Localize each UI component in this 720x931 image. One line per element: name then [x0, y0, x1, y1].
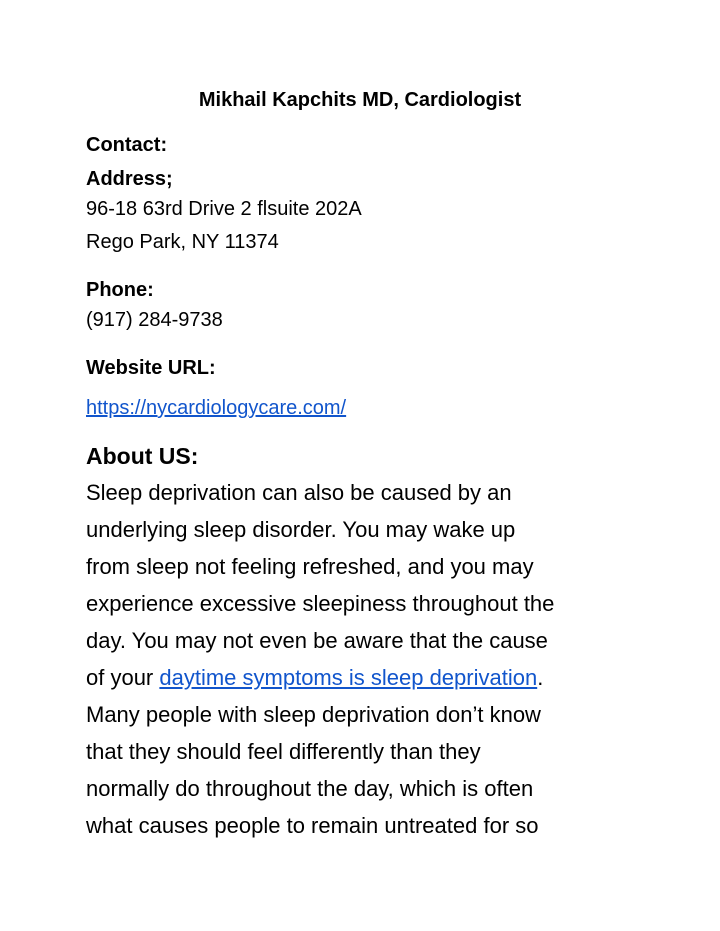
about-line: what causes people to remain untreated for so: [86, 813, 539, 838]
about-line-with-link: [86, 659, 646, 696]
address-line-2: Rego Park, NY 11374: [86, 231, 279, 253]
contact-label: Contact:: [86, 134, 168, 156]
about-line-prefix: of your: [86, 665, 160, 690]
website-label: Website URL:: [86, 357, 216, 379]
page-title: Mikhail Kapchits MD, Cardiologist: [198, 89, 522, 111]
about-heading: About US:: [86, 443, 199, 469]
about-line: Sleep deprivation can also be caused by an: [86, 480, 512, 505]
website-link[interactable]: https://nycardiologycare.com/: [86, 397, 347, 419]
address-label: Address;: [86, 168, 173, 190]
website-section: [86, 354, 646, 425]
about-line: normally do throughout the day, which is often: [86, 776, 534, 801]
about-body: [86, 474, 646, 844]
phone-label: Phone:: [86, 279, 154, 301]
about-line: experience excessive sleepiness throughout the: [86, 591, 555, 616]
about-line-suffix: .: [537, 665, 544, 690]
contact-section: [86, 131, 646, 259]
phone-value: (917) 284-9738: [86, 309, 223, 331]
about-line: from sleep not feeling refreshed, and you may: [86, 554, 534, 579]
about-line: Many people with sleep deprivation don’t know: [86, 702, 541, 727]
about-line: day. You may not even be aware that the cause: [86, 628, 548, 653]
about-line: that they should feel differently than they: [86, 739, 481, 764]
phone-section: [86, 276, 646, 337]
address-line-1: 96-18 63rd Drive 2 flsuite 202A: [86, 198, 362, 220]
sleep-deprivation-link[interactable]: daytime symptoms is sleep deprivation: [159, 665, 538, 690]
about-line: underlying sleep disorder. You may wake up: [86, 517, 516, 542]
about-section: [86, 441, 646, 844]
